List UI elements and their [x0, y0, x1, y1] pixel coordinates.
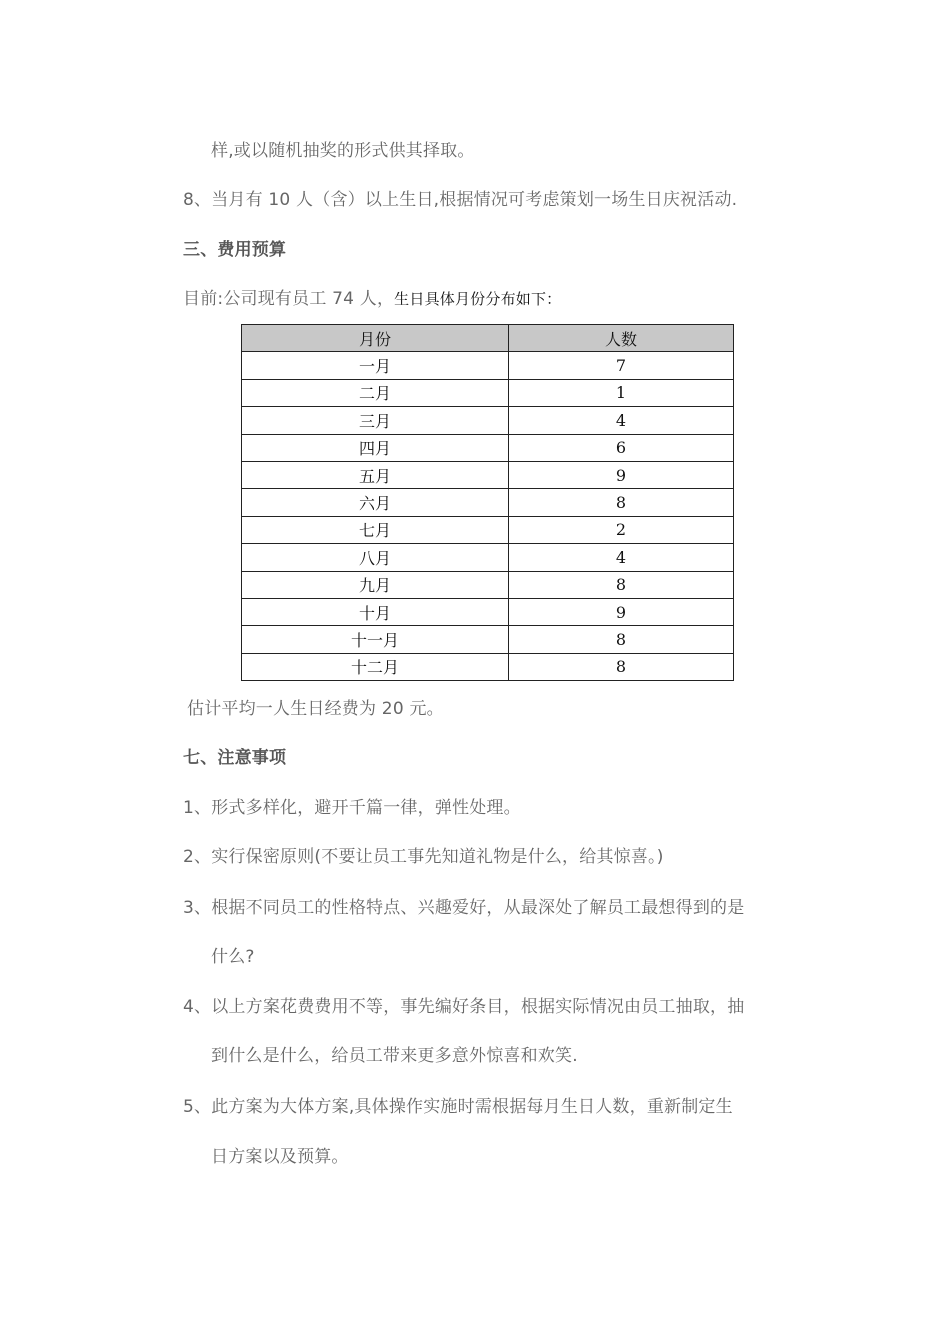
section-7-heading: 七、注意事项 — [183, 748, 287, 768]
note-2: 2、实行保密原则(不要让员工事先知道礼物是什么，给其惊喜。) — [183, 847, 664, 867]
month-cell: 九月 — [242, 571, 509, 598]
header-month: 月份 — [242, 325, 509, 352]
table-row — [242, 653, 734, 680]
table-row — [242, 461, 734, 488]
note-4-line-1: 4、以上方案花费费用不等，事先编好条目，根据实际情况由员工抽取，抽 — [183, 997, 745, 1017]
count-cell: 8 — [509, 653, 734, 680]
count-cell: 4 — [509, 407, 734, 434]
note-5-line-2: 日方案以及预算。 — [211, 1147, 349, 1167]
month-cell: 六月 — [242, 489, 509, 516]
month-cell: 八月 — [242, 544, 509, 571]
table-row — [242, 434, 734, 461]
table-row — [242, 598, 734, 625]
note-3-line-2: 什么? — [211, 947, 255, 967]
month-cell: 二月 — [242, 379, 509, 406]
month-cell: 五月 — [242, 461, 509, 488]
count-cell: 6 — [509, 434, 734, 461]
intro-suffix: 生日具体月份分布如下： — [394, 290, 562, 308]
count-cell: 9 — [509, 598, 734, 625]
count-cell: 1 — [509, 379, 734, 406]
table-header-row — [242, 325, 734, 352]
month-cell: 十二月 — [242, 653, 509, 680]
count-cell: 9 — [509, 461, 734, 488]
month-cell: 七月 — [242, 516, 509, 543]
header-count: 人数 — [509, 325, 734, 352]
count-cell: 8 — [509, 489, 734, 516]
count-cell: 8 — [509, 626, 734, 653]
table-row — [242, 626, 734, 653]
top-continuation-text: 样,或以随机抽奖的形式供其择取。 — [211, 141, 475, 161]
table-row — [242, 544, 734, 571]
note-3-line-1: 3、根据不同员工的性格特点、兴趣爱好，从最深处了解员工最想得到的是 — [183, 898, 745, 918]
month-cell: 十月 — [242, 598, 509, 625]
note-1: 1、形式多样化，避开千篇一律，弹性处理。 — [183, 798, 521, 818]
month-cell: 一月 — [242, 352, 509, 379]
note-5-line-1: 5、此方案为大体方案,具体操作实施时需根据每月生日人数，重新制定生 — [183, 1097, 733, 1117]
table-row — [242, 489, 734, 516]
table-row — [242, 571, 734, 598]
month-cell: 十一月 — [242, 626, 509, 653]
note-4-line-2: 到什么是什么，给员工带来更多意外惊喜和欢笑. — [211, 1046, 578, 1066]
table-row — [242, 379, 734, 406]
estimate-text: 估计平均一人生日经费为 20 元。 — [187, 699, 444, 719]
count-cell: 8 — [509, 571, 734, 598]
section-3-heading: 三、费用预算 — [183, 240, 287, 260]
intro-text — [183, 287, 561, 311]
count-cell: 7 — [509, 352, 734, 379]
birthday-month-table — [241, 324, 734, 681]
month-cell: 三月 — [242, 407, 509, 434]
table-row — [242, 516, 734, 543]
intro-prefix: 目前:公司现有员工 74 人， — [183, 289, 395, 309]
count-cell: 2 — [509, 516, 734, 543]
table-row — [242, 352, 734, 379]
month-cell: 四月 — [242, 434, 509, 461]
count-cell: 4 — [509, 544, 734, 571]
table-row — [242, 407, 734, 434]
item-8-text: 8、当月有 10 人（含）以上生日,根据情况可考虑策划一场生日庆祝活动. — [183, 190, 738, 210]
